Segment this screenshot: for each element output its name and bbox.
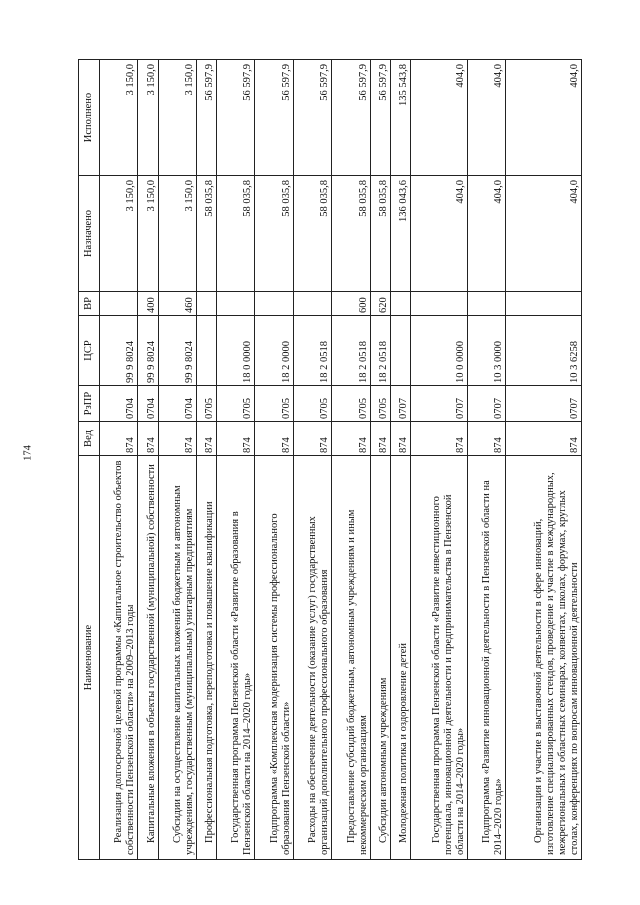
cell-assigned: 404,0 <box>410 176 467 292</box>
cell-executed: 404,0 <box>506 60 582 176</box>
table-row <box>410 60 467 860</box>
table-row <box>467 60 505 860</box>
cell-name <box>370 456 390 860</box>
cell-vr: 600 <box>332 292 370 316</box>
cell-ved: 874 <box>467 422 505 456</box>
cell-assigned: 58 035,8 <box>370 176 390 292</box>
cell-executed: 56 597,9 <box>332 60 370 176</box>
cell-ved: 874 <box>293 422 331 456</box>
cell-csr: 10 3 0000 <box>467 316 505 386</box>
cell-vr <box>255 292 293 316</box>
row-name-text: Подпрограмма «Развитие инновационной деятельности в Пензенской области на 2014–2020 годы» <box>481 480 505 855</box>
table-row <box>138 60 158 860</box>
cell-ved: 874 <box>255 422 293 456</box>
cell-ved: 874 <box>158 422 196 456</box>
header-executed: Исполнено <box>79 60 100 176</box>
cell-rzpr: 0707 <box>467 386 505 422</box>
table-row <box>370 60 390 860</box>
cell-executed: 56 597,9 <box>255 60 293 176</box>
cell-executed: 3 150,0 <box>100 60 138 176</box>
cell-name <box>158 456 196 860</box>
cell-csr <box>196 316 216 386</box>
cell-csr: 10 3 6258 <box>506 316 582 386</box>
cell-name <box>293 456 331 860</box>
table-row <box>196 60 216 860</box>
row-name-text: Молодежная политика и оздоровление детей <box>397 642 409 843</box>
cell-rzpr: 0704 <box>138 386 158 422</box>
cell-vr <box>100 292 138 316</box>
cell-executed: 56 597,9 <box>293 60 331 176</box>
cell-assigned: 58 035,8 <box>332 176 370 292</box>
cell-name <box>506 456 582 860</box>
cell-name <box>217 456 255 860</box>
cell-assigned: 136 043,6 <box>390 176 410 292</box>
cell-name <box>410 456 467 860</box>
table-row <box>217 60 255 860</box>
cell-executed: 56 597,9 <box>196 60 216 176</box>
row-name-text: Организация и участие в выставочной деятельности в сфере инноваций, изготовление специализированных стендов, проведение и участие в международных, межрегиональных и областных семинарах, конвентах, школах, форумах, круглых столах, конференциях по вопросам инновационной деятельности <box>533 472 580 855</box>
row-name-text: Субсидии на осуществление капитальных вложений бюджетным и автономным учреждениям, государственным (муниципальным) унитарным предприятиям <box>171 485 195 855</box>
table-row <box>100 60 138 860</box>
cell-rzpr: 0705 <box>332 386 370 422</box>
row-name-text: Государственная программа Пензенской области «Развитие инвестиционного потенциала, инновационной деятельности и предпринимательства в Пензенской области на 2014–2020 годы» <box>430 494 466 855</box>
cell-assigned: 3 150,0 <box>100 176 138 292</box>
cell-rzpr: 0707 <box>506 386 582 422</box>
page-number: 174 <box>22 445 34 461</box>
cell-ved: 874 <box>100 422 138 456</box>
cell-ved: 874 <box>138 422 158 456</box>
cell-executed: 56 597,9 <box>217 60 255 176</box>
cell-rzpr: 0705 <box>293 386 331 422</box>
cell-assigned: 58 035,8 <box>217 176 255 292</box>
table-row <box>390 60 410 860</box>
budget-table <box>78 59 582 860</box>
row-name-text: Предоставление субсидий бюджетным, автономным учреждениям и иным некоммерческим организациям <box>345 509 369 855</box>
cell-rzpr: 0704 <box>100 386 138 422</box>
cell-executed: 3 150,0 <box>138 60 158 176</box>
cell-csr <box>390 316 410 386</box>
cell-name <box>138 456 158 860</box>
cell-assigned: 3 150,0 <box>138 176 158 292</box>
cell-csr: 99 9 8024 <box>158 316 196 386</box>
cell-assigned: 404,0 <box>506 176 582 292</box>
header-rzpr: РзПР <box>79 386 100 422</box>
cell-csr: 99 9 8024 <box>100 316 138 386</box>
table-row <box>293 60 331 860</box>
cell-vr <box>390 292 410 316</box>
cell-vr <box>506 292 582 316</box>
cell-ved: 874 <box>217 422 255 456</box>
cell-vr <box>410 292 467 316</box>
cell-vr: 400 <box>138 292 158 316</box>
cell-name <box>255 456 293 860</box>
cell-rzpr: 0705 <box>255 386 293 422</box>
row-name-text: Подпрограмма «Комплексная модернизация системы профессионального образования Пензенской области» <box>268 513 292 855</box>
cell-rzpr: 0705 <box>196 386 216 422</box>
header-ved: Вед <box>79 422 100 456</box>
cell-csr: 18 2 0000 <box>255 316 293 386</box>
cell-rzpr: 0707 <box>390 386 410 422</box>
cell-csr: 99 9 8024 <box>138 316 158 386</box>
cell-vr: 620 <box>370 292 390 316</box>
cell-ved: 874 <box>196 422 216 456</box>
header-csr: ЦСР <box>79 316 100 386</box>
cell-vr <box>217 292 255 316</box>
cell-csr: 10 0 0000 <box>410 316 467 386</box>
cell-csr: 18 2 0518 <box>293 316 331 386</box>
cell-rzpr: 0707 <box>410 386 467 422</box>
cell-executed: 404,0 <box>467 60 505 176</box>
header-assigned: Назначено <box>79 176 100 292</box>
row-name-text: Реализация долгосрочной целевой программы «Капитальное строительство объектов собственности Пензенской области» на 2009–2013 годы <box>113 460 137 855</box>
row-name-text: Профессиональная подготовка, переподготовка и повышение квалификации <box>204 501 215 843</box>
cell-ved: 874 <box>410 422 467 456</box>
cell-vr: 460 <box>158 292 196 316</box>
cell-executed: 3 150,0 <box>158 60 196 176</box>
cell-ved: 874 <box>390 422 410 456</box>
cell-assigned: 58 035,8 <box>255 176 293 292</box>
cell-name <box>332 456 370 860</box>
cell-executed: 404,0 <box>410 60 467 176</box>
cell-vr <box>467 292 505 316</box>
cell-name <box>196 456 216 860</box>
table-header-row <box>79 60 100 860</box>
table-row <box>506 60 582 860</box>
cell-csr: 18 2 0518 <box>370 316 390 386</box>
table-row <box>332 60 370 860</box>
cell-executed: 56 597,9 <box>370 60 390 176</box>
cell-rzpr: 0704 <box>158 386 196 422</box>
cell-name <box>100 456 138 860</box>
row-name-text: Расходы на обеспечение деятельности (оказание услуг) государственных организаций дополнительного профессионального образования <box>307 516 331 855</box>
cell-rzpr: 0705 <box>217 386 255 422</box>
cell-ved: 874 <box>370 422 390 456</box>
cell-name <box>390 456 410 860</box>
cell-csr: 18 0 0000 <box>217 316 255 386</box>
budget-table-frame <box>78 60 582 860</box>
cell-ved: 874 <box>332 422 370 456</box>
row-name-text: Государственная программа Пензенской области «Развитие образования в Пензенской области на 2014–2020 годы» <box>230 511 254 855</box>
cell-vr <box>196 292 216 316</box>
cell-assigned: 58 035,8 <box>196 176 216 292</box>
header-name: Наименование <box>79 456 100 860</box>
cell-vr <box>293 292 331 316</box>
cell-csr: 18 2 0518 <box>332 316 370 386</box>
header-vr: ВР <box>79 292 100 316</box>
cell-ved: 874 <box>506 422 582 456</box>
row-name-text: Субсидии автономным учреждениям <box>377 677 389 843</box>
cell-assigned: 3 150,0 <box>158 176 196 292</box>
table-row <box>158 60 196 860</box>
cell-executed: 135 543,8 <box>390 60 410 176</box>
cell-assigned: 58 035,8 <box>293 176 331 292</box>
row-name-text: Капитальные вложения в объекты государственной (муниципальной) собственности <box>145 464 157 843</box>
cell-rzpr: 0705 <box>370 386 390 422</box>
cell-name <box>467 456 505 860</box>
table-row <box>255 60 293 860</box>
cell-assigned: 404,0 <box>467 176 505 292</box>
